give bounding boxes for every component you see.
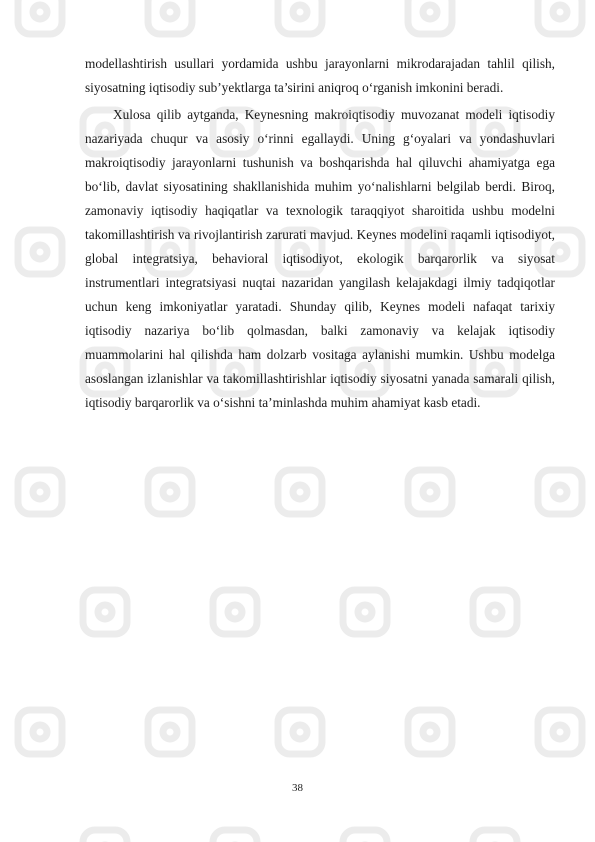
watermark-dot <box>33 485 47 499</box>
watermark-shape <box>148 470 192 514</box>
watermark-shape <box>18 0 62 34</box>
watermark-shape <box>473 590 517 634</box>
watermark-dot <box>33 245 47 259</box>
watermark-shape <box>343 830 387 842</box>
watermark-shape <box>83 830 127 842</box>
watermark-shape <box>213 830 257 842</box>
watermark-dot <box>423 485 437 499</box>
watermark-shape <box>408 710 452 754</box>
watermark-dot <box>163 5 177 19</box>
watermark-dot <box>163 725 177 739</box>
watermark-dot <box>423 5 437 19</box>
watermark-dot <box>358 605 372 619</box>
watermark-shape <box>83 590 127 634</box>
watermark-dot <box>553 245 567 259</box>
watermark-dot <box>228 605 242 619</box>
watermark-shape <box>538 470 582 514</box>
watermark-dot <box>293 5 307 19</box>
watermark-dot <box>553 5 567 19</box>
watermark-shape <box>18 230 62 274</box>
watermark-shape <box>278 710 322 754</box>
paragraph-1: modellashtirish usullari yordamida ushbu jarayonlarni mikrodarajadan tahlil qilish, siyosatning iqtisodiy sub’yektlarga ta’sirini aniqroq o‘rganish imkonini beradi. <box>85 56 555 95</box>
watermark-dot <box>488 605 502 619</box>
watermark-dot <box>98 605 112 619</box>
watermark-shape <box>538 0 582 34</box>
watermark-dot <box>423 725 437 739</box>
watermark-dot <box>553 725 567 739</box>
watermark-shape <box>278 470 322 514</box>
watermark-shape <box>18 470 62 514</box>
watermark-dot <box>553 485 567 499</box>
paragraph-2: Xulosa qilib aytganda, Keynesning makroiqtisodiy muvozanat modeli iqtisodiy nazariyada chuqur va asosiy o‘rinni egallaydi. Uning g‘oyalari va yondashuvlari makroiqtisodiy jarayonlarni tushunish va boshqarishda hal qiluvchi ahamiyatga ega bo‘lib, davlat siyosatining shakllanishida muhim yo‘nalishlarni belgilab berdi. Biroq, zamonaviy iqtisodiy haqiqatlar va texnologik taraqqiyot sharoitida ushbu modelni takomillashtirish va rivojlantirish zarurati mavjud. Keynes modelini raqamli iqtisodiyot, global integratsiya, behavioral iqtisodiyot, ekologik barqarorlik va siyosat instrumentlari integratsiyasi nuqtai nazaridan yangilash kelajakdagi ilmiy tadqiqotlar uchun keng imkoniyatlar yaratadi. Shunday qilib, Keynes modeli nafaqat tarixiy iqtisodiy nazariya bo‘lib qolmasdan, balki zamonaviy va kelajak iqtisodiy muammolarini hal qilishda ham dolzarb vositaga aylanishi mumkin. Ushbu modelga asoslangan izlanishlar va takomillashtirishlar iqtisodiy siyosatni yanada samarali qilish, iqtisodiy barqarorlik va o‘sishni ta’minlashda muhim ahamiyat kasb etadi. <box>85 107 555 410</box>
watermark-shape <box>148 0 192 34</box>
document-body <box>85 52 555 415</box>
watermark-shape <box>538 710 582 754</box>
page-number: 38 <box>292 782 303 794</box>
watermark-dot <box>33 725 47 739</box>
watermark-shape <box>213 590 257 634</box>
watermark-shape <box>148 710 192 754</box>
watermark-shape <box>343 590 387 634</box>
watermark-shape <box>473 830 517 842</box>
watermark-dot <box>163 485 177 499</box>
watermark-dot <box>293 485 307 499</box>
watermark-shape <box>408 470 452 514</box>
watermark-shape <box>408 0 452 34</box>
watermark-shape <box>278 0 322 34</box>
watermark-dot <box>33 5 47 19</box>
watermark-dot <box>293 725 307 739</box>
watermark-shape <box>18 710 62 754</box>
